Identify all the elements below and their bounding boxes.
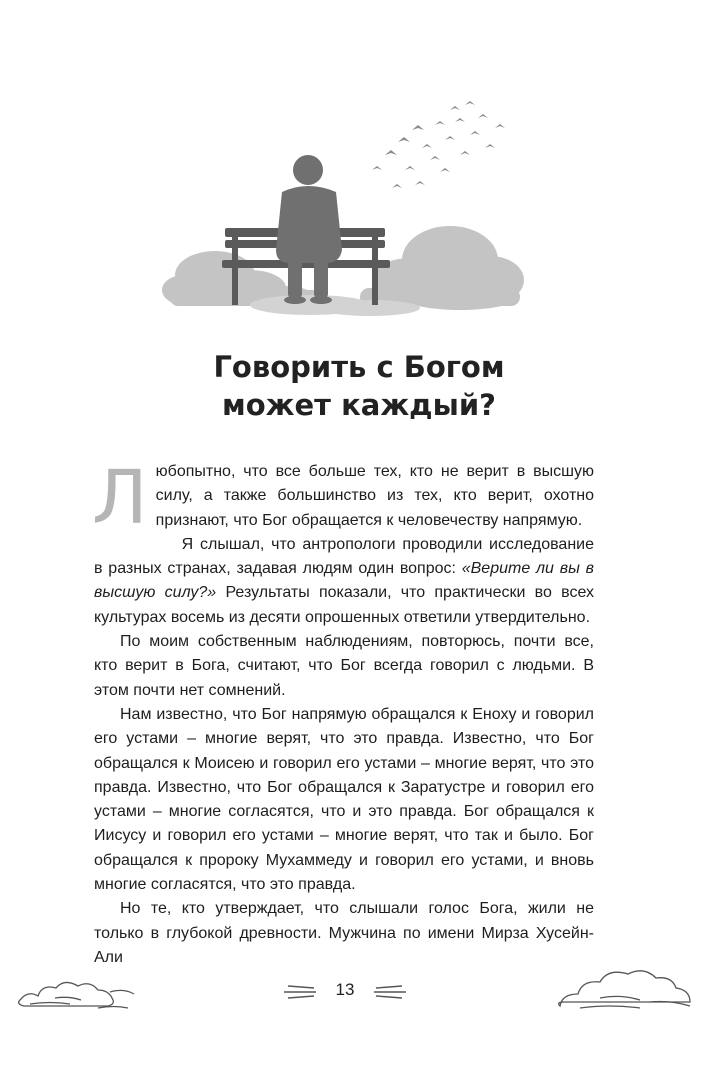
paragraph-2 — [94, 533, 594, 630]
man-silhouette — [276, 155, 342, 304]
paragraph-3: По моим собственным наблюдениям, повторюсь, почти все, кто верит в Бога, считают, что Бог всегда говорил с людьми. В этом почти нет сомнений. — [94, 633, 594, 699]
dropcap-letter: Л — [92, 455, 148, 541]
page-number: 13 — [335, 980, 355, 999]
paragraph-5: Но те, кто утверждает, что слышали голос Бога, жили не только в глубокой древности. Мужчина по имени Мирза Хусейн-Али — [94, 900, 594, 966]
paragraph-2-before: Я слышал, что антропологи проводили исследование в разных странах, задавая людям один вопрос: — [94, 535, 594, 578]
birds-flock — [372, 101, 505, 188]
cloud-doodle-icon — [19, 982, 134, 1008]
paragraph-1 — [92, 455, 594, 541]
page-lines-left-icon — [284, 986, 316, 998]
paragraph-4: Нам известно, что Бог напрямую обращался к Еноху и говорил его устами – многие верят, что это правда. Известно, что Бог обращался к Моисею и говорил его устами – многие верят, что это правда. Известно, что Бог обращался к Заратустре и говорил его устами – многие согласятся, что и это правда. Бог обращался к Иисусу и говорил его устами – многие верят, что так и было. Бог обращался к пророку Мухаммеду и говорил его устами, и вновь многие согласятся, что это правда. — [94, 705, 594, 894]
page-title-line-2: может каждый? — [222, 388, 496, 422]
page-lines-right-icon — [374, 986, 406, 998]
paragraph-1-text: юбопытно, что все больше тех, кто не верит в высшую силу, а также большинство из тех, кто верит, охотно признают, что Бог обращается к человечеству напрямую. — [155, 463, 594, 529]
page-title-line-1: Говорить с Богом — [213, 350, 505, 384]
cloud-doodle-right-icon — [559, 971, 690, 1008]
paragraph-2-quote: «Верите ли вы в высшую силу?» — [94, 560, 594, 602]
body-text — [92, 455, 595, 970]
paragraph-2-after: Результаты показали, что практически во всех культурах восемь из десяти опрошенных ответили утвердительно. — [94, 584, 595, 626]
man-on-bench-with-birds-icon — [160, 100, 530, 330]
page-title — [0, 348, 718, 424]
